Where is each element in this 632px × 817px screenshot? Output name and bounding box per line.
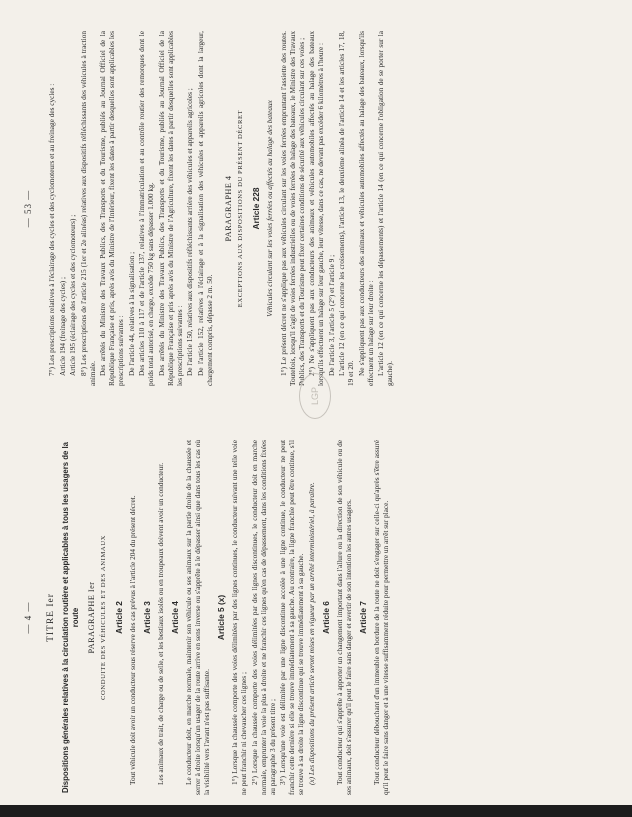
article-5-title: Article 5 (x) [216, 594, 226, 641]
text-line: Ne s'appliquent pas aux conducteurs des animaux et véhicules automobiles affectés au halage des bateaux, lorsqu'ils effectuent un halage sur leur droite : [356, 31, 375, 386]
right-page-column [22, 31, 396, 386]
left-page-column [22, 440, 391, 795]
paragraph-4-heading: PARAGRAPHE 4 [223, 175, 233, 242]
paragraph-heading: PARAGRAPHE Ier [87, 581, 96, 654]
article-5-para-3: 3°) Lorsqu'une voie est délimitée par une ligne discontinue accolée à une ligne continue, le conducteur ne peut franchir cette dernière si elle se trouve immédiatement à sa gauche. Au contraire, la ligne franchie peut être continue, s'il se trouve à sa droite la ligne discontinue qui se trouve immédiatement à sa gauche. [278, 440, 305, 795]
article-228-subtitle: Véhicules circulant sur les voies ferrées ou affectés au halage des bateaux [264, 100, 274, 317]
text-line: Des arrêtés du Ministre des Travaux Publics, des Transports et du Tourisme, publiés au Journal Officiel de la République Française et pris, après avis du Ministre de l'Intérieur, fixent les dates à partir desquelles sont applicables les prescriptions suivantes : [98, 31, 125, 386]
article-5-para-2: 2°) Lorsque la chaussée comporte des voies délimitées par des lignes discontinues, le conducteur doit en marche normale, emprunter la voie la plus à droite et ne franchir ces lignes qu'en cas de dépassement, dans les conditions fixées au paragraphe 3 du présent titre ; [249, 440, 277, 795]
text-line: 8°) Les prescriptions de l'article 215 (1er et 2e alinéas) relatives aux dispositifs réfléchissants des véhicules à traction animale. [78, 31, 97, 386]
text-line: Des articles 110 à 117 et de l'article 137, relatives à l'immatriculation et au contrôle routier des remorques dont le poids total autorisé, en charge, excède 750 kg sans dépasser 1.000 kg. [137, 31, 155, 386]
text-line: De l'article 3, l'article 5 (2°) et l'article 9 ; [326, 254, 336, 376]
article-2-title: Article 2 [114, 601, 124, 634]
text-line: 1°) Le présent décret ne s'applique pas aux véhicules circulant sur les voies ferrées empruntant l'assiette des routes. Toutefois, lorsqu'il s'agit de voies ferrées industrielles ou de voies ferrées de halage des bateaux, le Ministre des Travaux Publics, des Transports et du Tourisme peut fixer certaines conditions de sécurité aux véhicules circulant sur ces voies ; [278, 31, 306, 386]
page-number-right: — 53 — [23, 189, 33, 228]
binding-edge [0, 805, 632, 817]
chapter-heading: CONDUITE DES VÉHICULES ET DES ANIMAUX [100, 535, 107, 701]
exceptions-heading: EXCEPTIONS AUX DISPOSITIONS DU PRÉSENT DÉCRET [236, 109, 244, 308]
text-line: L'article 12 (en ce qui concerne les croisements), l'article 13, le deuxième alinéa de l'article 14 et les articles 17, 18, 19 et 20. [337, 31, 355, 386]
text-line: Article 195 (éclairage des cycles et des cyclomoteurs) ; [68, 214, 77, 376]
page-number-left: — 4 — [23, 601, 33, 634]
text-line: De l'article 152, relatives à l'éclairage et à la signalisation des véhicules et appareils agricoles dont la largeur, chargement compris, dépasse 2 m. 50. [195, 31, 214, 386]
article-6-title: Article 6 [320, 601, 331, 634]
article-228-title: Article 228 [250, 187, 261, 230]
text-line: Article 194 (freinage des cycles) ; [57, 276, 67, 376]
article-6-text: Tout conducteur qui s'apprête à apporter un changement important dans l'allure ou la direction de son véhicule ou de ses animaux, doit s'assurer qu'il peut le faire sans danger et avertir de son intention les autres usagers. [334, 440, 353, 795]
article-2-text: Tout véhicule doit avoir un conducteur sous réserve des cas prévus à l'article 204 du présent décret. [128, 495, 137, 785]
article-3-text: Les animaux de trait, de charge ou de selle, et les bestiaux isolés ou en troupeaux doivent avoir un conducteur. [156, 462, 165, 785]
text-line: 2°) Ne s'appliquent pas aux conducteurs des animaux et véhicules automobiles affectés au halage des bateaux lorsqu'ils effectuent un halage sur leur gauche, leur vitesse, dans ce cas, ne devant pas excéder 6 kilomètres à l'heure : [307, 31, 325, 386]
article-4-text: Le conducteur doit, en marche normale, maintenir son véhicule ou ses animaux sur la partie droite de la chaussée et serrer à droite lorsqu'un usager de la route arrive en sens inverse ou s'apprête à le dépasser ainsi que dans tous les cas où la visibilité vers l'avant n'est pas suffisante. [184, 440, 211, 795]
article-3-title: Article 3 [142, 601, 152, 634]
title-subtitle: Dispositions générales relatives à la circulation routière et applicables à tous les usagers de la route [61, 442, 80, 793]
title-heading: TITRE Ier [46, 593, 56, 642]
article-5-para-1: 1°) Lorsque la chaussée comporte des voies délimitées par des lignes continues, le conducteur suivant une telle voie ne peut franchir ni chevaucher ces lignes ; [230, 440, 248, 795]
text-line: De l'article 150, relatives aux dispositifs réfléchissants arrière des véhicules et appareils agricoles ; [185, 88, 194, 376]
text-line: Des arrêtés du Ministre des Travaux Publics, des Transports et du Tourisme, publiés au Journal Officiel de la République Française et pris après avis du Ministre de l'Agriculture, fixent les dates à partir desquelles sont applicables les prescriptions suivantes : [156, 31, 184, 386]
library-stamp: LGP [299, 373, 331, 419]
text-line: 7°) Les prescriptions relatives à l'éclairage des cycles et des cyclomoteurs et au freinage des cycles : [47, 83, 56, 376]
text-line: De l'article 44, relatives à la signalisation ; [126, 251, 136, 376]
article-5-footnote: (x) Les dispositions du présent article seront mises en vigueur par un arrêté interministériel, à paraître. [306, 482, 316, 785]
article-7-title: Article 7 [357, 601, 368, 634]
article-7-text: Tout conducteur débouchant d'un immeuble en bordure de la route ne doit s'engager sur celle-ci qu'après s'être assuré qu'il peut le faire sans danger et à une vitesse suffisamment réduite pour permettre un arrêt sur place. [371, 440, 390, 795]
text-line: L'article 12 (en ce qui concerne les dépassements) et l'article 14 (en ce qui concerne l'obligation de se porter sur la gauche). [376, 31, 394, 386]
article-4-title: Article 4 [170, 601, 180, 634]
